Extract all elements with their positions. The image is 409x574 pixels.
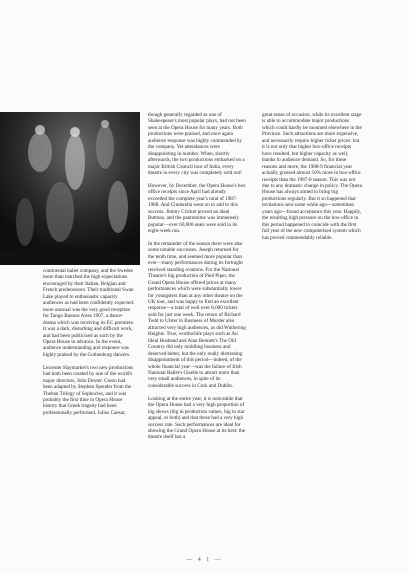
page-number: — 4 1 — [186,557,223,563]
paragraph: though generally regarded as one of Shakespeare's most popular plays, had not been seen at the Opera House for many years. Both productions were praised, and once again audience response was highly commended by the company. Yet attendances were disappointing in number. When, shortly afterwards, the two productions embarked on a major British Council tour of India, every theatre in every city was completely sold out! [148,112,246,177]
paragraph: great sense of occasion, while its excellent stage is able to accommodate major productions which could hardly be mounted elsewhere in the Province. Such attractions are more expensive, and necessarily require higher ticket prices: but it is not only that higher box-office receipts have resulted, but higher capacity as well, thanks to audience demand. So, for these reasons and more, the 1988-9 financial year actually grossed almost 50% more in box-office receipts than the 1987-8 season. This was not due to any dramatic change in policy. The Opera House has always aimed to bring big productions regularly. But it so happened that invitations sent some while ago—sometimes years ago—found acceptance this year. Happily, the resulting high pressure on the box-office in this period happened to coincide with the first full year of the new computerised system which has proved commendably reliable. [262,112,362,241]
text-column-3 [262,112,362,247]
paragraph: continental ballet company, and the Swedes more than matched the high expectations encouraged by their Italian, Belgian and French predecessors. Their traditional Swan Lake played to enthusiastic capacity audiences as had been confidently expected: more unusual was the very good reception for Tango Buenos Aires 1907, a dance-drama which was receiving its EC premiere. It was a dark, disturbing and difficult work, and had been publicised as such by the Opera House in advance. In the event, audience understanding and response was highly praised by the Gothenburg dancers. [43,268,135,358]
paragraph: Looking at the entire year, it is noticeable that the Opera House had a very high proportion of big shows (big in production values, big in star appeal, or both) and that these had a very high success rate. Such performances are ideal for showing the Grand Opera House at its best: the theatre itself has a [148,395,246,441]
text-column-1 [43,268,136,423]
paragraph: However, by December, the Opera House's box office receipts since April had already exceeded the complete year's total of 1987-1988. And Cinderella went on to add to this success. Jimmy Cricket proved an ideal Buttons, and the pantomime was immensely popular—over 60,000 seats were sold in its eight-week run. [148,182,246,235]
text-column-2 [148,112,246,447]
paragraph: In the remainder of the season there were also some notable successes. Joseph returned for the tenth time, and seemed more popular than ever—many performances during its fortnight received standing ovations. For the National Theatre's big production of Pied Piper, the Grand Opera House offered prices at many performances which were substantially lower for youngsters than at any other theatre on the UK tour, and was happy to find an excellent response—a total of well over 8,000 tickets sold for just one week. The return of Richard Todd to Ulster in Business of Murder also attracted very high audiences, as did Wuthering Heights. True, worthwhile plays such as An Ideal Husband and Alan Bennett's The Old Country did only middling business and deserved better, but the only really distressing disappointment of this period—indeed, of the whole financial year—was the failure of Irish National Ballet's Giselle to attract more than very small audiences, in spite of its considerable success in Cork and Dublin. [148,240,246,389]
dancers-photo [0,112,140,265]
paragraph: Leicester Haymarket's two new productions had both been created by one of the world's major directors, John Dexter. Creon had been adapted by Stephen Spender from the Theban Trilogy of Sophocles, and it was probably the first time in Opera House history that Greek tragedy had been professionally performed. Julius Caesar, [43,364,134,416]
